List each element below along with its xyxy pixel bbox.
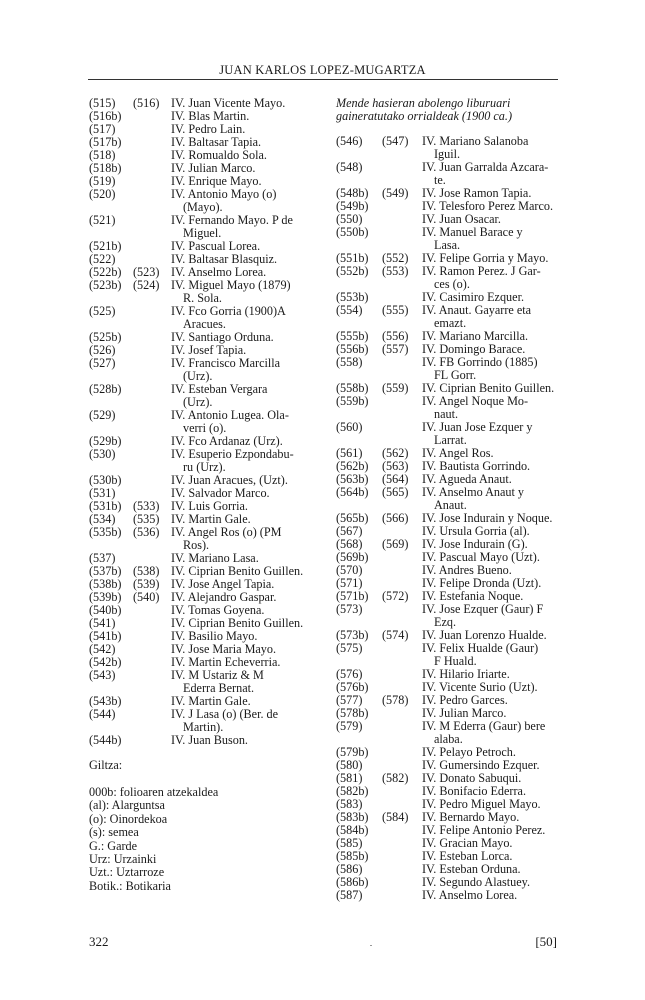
entry-folio: (554) [336,303,363,317]
entry-name: IV. Esuperio Ezpondabu- [171,447,294,461]
entry-name: IV. Fco Ardanaz (Urz). [171,434,283,448]
entry-name-continued: (Urz). [183,395,213,409]
page-number: 322 [89,934,109,949]
entry-name: IV. Enrique Mayo. [171,174,262,188]
key-item: Uzt.: Uztarroze [89,865,165,880]
entry-folio: (583) [336,797,363,811]
entry-name: IV. Bernardo Mayo. [422,810,520,824]
running-header: JUAN KARLOS LOPEZ-MUGARTZA [219,63,426,77]
entry-name: IV. Juan Vicente Mayo. [171,96,286,110]
entry-folio: (518b) [89,161,122,175]
entry-folio: (529b) [89,434,122,448]
entry-folio-second: (539) [133,577,160,591]
entry-name-continued: te. [434,173,446,187]
entry-name: IV. Antonio Lugea. Ola- [171,408,289,422]
entry-name: IV. Baltasar Tapia. [171,135,262,149]
entry-row [336,603,561,629]
page-reference: [50] [535,934,557,949]
entry-folio: (571b) [336,589,369,603]
entry-row [336,889,561,902]
key-legend [89,786,314,893]
entry-folio: (546) [336,134,363,148]
entry-row [89,188,314,214]
entry-folio: (538b) [89,577,122,591]
entry-folio: (587) [336,888,363,902]
entry-folio: (584b) [336,823,369,837]
entry-folio: (528b) [89,382,122,396]
entry-folio: (525) [89,304,116,318]
entry-folio-second: (536) [133,525,160,539]
entry-folio: (540b) [89,603,122,617]
entry-row [336,161,561,187]
entry-name-continued: Iguil. [434,147,461,161]
entry-name-continued: Aracues. [183,317,226,331]
entry-folio: (548b) [336,186,369,200]
entry-name: IV. Fernando Mayo. P de [171,213,293,227]
entry-name: IV. Mariano Salanoba [422,134,529,148]
entry-folio-second: (574) [382,628,409,642]
entry-folio: (527) [89,356,116,370]
entry-name: IV. Ursula Gorria (al). [422,524,530,538]
entry-row [89,357,314,383]
entry-name-continued: ru (Urz). [183,460,226,474]
entry-name: IV. Fco Gorria (1900)A [171,304,286,318]
entry-name-continued: verri (o). [183,421,227,435]
entry-folio: (564b) [336,485,369,499]
entry-folio: (576b) [336,680,369,694]
entry-name: IV. Ciprian Benito Guillen. [171,616,304,630]
entry-name: IV. Esteban Orduna. [422,862,521,876]
key-title: Giltza: [89,758,123,772]
entry-folio: (553b) [336,290,369,304]
entry-folio: (560) [336,420,363,434]
entry-folio: (573) [336,602,363,616]
entry-name-continued: (Mayo). [183,200,223,214]
entry-row [89,214,314,240]
entry-folio: (539b) [89,590,122,604]
entry-folio: (578b) [336,706,369,720]
key-item: (al): Alarguntsa [89,798,165,813]
entry-name: IV. Anselmo Lorea. [422,888,518,902]
entry-folio-second: (559) [382,381,409,395]
right-entry-list [336,135,561,902]
entry-name-continued: R. Sola. [183,291,222,305]
entry-name-continued: Larrat. [434,433,467,447]
entry-name: IV. Jose Angel Tapia. [171,577,275,591]
entry-folio-second: (547) [382,134,409,148]
entry-row [336,720,561,746]
entry-folio: (530b) [89,473,122,487]
entry-folio: (586) [336,862,363,876]
entry-name: IV. Pedro Miguel Mayo. [422,797,541,811]
entry-folio: (573b) [336,628,369,642]
entry-folio-second: (516) [133,96,160,110]
entry-folio: (552b) [336,264,369,278]
entry-folio-second: (540) [133,590,160,604]
entry-folio: (515) [89,96,116,110]
entry-folio: (542b) [89,655,122,669]
entry-row [89,409,314,435]
entry-name: IV. Agueda Anaut. [422,472,512,486]
entry-name: IV. Jose Ramon Tapia. [422,186,532,200]
entry-name: IV. Esteban Vergara [171,382,268,396]
key-item: Botik.: Botikaria [89,878,171,893]
entry-name: IV. Felix Hualde (Gaur) [422,641,539,655]
entry-folio: (568) [336,537,363,551]
entry-name: IV. Miguel Mayo (1879) [171,278,291,292]
entry-name: IV. Juan Aracues, (Uzt). [171,473,288,487]
entry-name: IV. Martin Gale. [171,694,251,708]
entry-name: IV. Esteban Lorca. [422,849,513,863]
entry-row [336,642,561,668]
entry-name: IV. Basilio Mayo. [171,629,258,643]
entry-folio: (563b) [336,472,369,486]
entry-name: IV. Mariano Marcilla. [422,329,529,343]
entry-name: IV. Martin Echeverria. [171,655,281,669]
entry-folio-second: (556) [382,329,409,343]
entry-name: IV. Antonio Mayo (o) [171,187,277,201]
entry-folio: (555b) [336,329,369,343]
entry-folio: (558) [336,355,363,369]
entry-row [89,448,314,474]
entry-folio-second: (557) [382,342,409,356]
entry-name: IV. Blas Martin. [171,109,250,123]
entry-name: IV. Julian Marco. [171,161,256,175]
key-item: (o): Oinordekoa [89,811,168,826]
entry-name: IV. Jose Indurain y Noque. [422,511,553,525]
entry-name: IV. Julian Marco. [422,706,507,720]
entry-row [336,356,561,382]
entry-folio: (562b) [336,459,369,473]
entry-name: IV. Francisco Marcilla [171,356,281,370]
entry-folio-second: (582) [382,771,409,785]
left-column [89,97,314,893]
entry-name: IV. Donato Sabuqui. [422,771,522,785]
entry-name: IV. Casimiro Ezquer. [422,290,524,304]
entry-name-continued: Ederra Bernat. [183,681,255,695]
entry-folio: (537b) [89,564,122,578]
entry-row [336,486,561,512]
entry-folio-second: (538) [133,564,160,578]
entry-name: IV. Pelayo Petroch. [422,745,516,759]
entry-folio-second: (553) [382,264,409,278]
entry-folio: (551b) [336,251,369,265]
entry-name-continued: Miguel. [183,226,222,240]
entry-folio: (567) [336,524,363,538]
entry-folio: (571) [336,576,363,590]
key-item: (s): semea [89,825,139,840]
entry-folio-second: (566) [382,511,409,525]
entry-folio: (542) [89,642,116,656]
entry-folio: (570) [336,563,363,577]
entry-folio-second: (555) [382,303,409,317]
entry-folio: (544) [89,707,116,721]
entry-name: IV. Luis Gorria. [171,499,248,513]
entry-name: IV. Pedro Garces. [422,693,508,707]
entry-name: IV. Baltasar Blasquiz. [171,252,278,266]
entry-folio: (523b) [89,278,122,292]
entry-folio-second: (564) [382,472,409,486]
entry-name: IV. Alejandro Gaspar. [171,590,277,604]
entry-row [89,526,314,552]
entry-folio: (541b) [89,629,122,643]
entry-name: IV. Felipe Gorria y Mayo. [422,251,549,265]
print-mark [370,945,372,946]
entry-folio-second: (562) [382,446,409,460]
entry-folio: (517) [89,122,116,136]
entry-name-continued: (Urz). [183,369,213,383]
entry-name: IV. Jose Indurain (G). [422,537,528,551]
entry-folio: (526) [89,343,116,357]
entry-name: IV. Juan Lorenzo Hualde. [422,628,547,642]
entry-row [336,421,561,447]
entry-name: IV. Pascual Mayo (Uzt). [422,550,540,564]
entry-name-continued: Ros). [183,538,210,552]
entry-folio: (585b) [336,849,369,863]
entry-folio: (550) [336,212,363,226]
entry-name: IV. Jose Ezquer (Gaur) F [422,602,544,616]
entry-name: IV. Vicente Surio (Uzt). [422,680,538,694]
entry-folio: (575) [336,641,363,655]
entry-folio-second: (549) [382,186,409,200]
entry-folio: (534) [89,512,116,526]
entry-folio: (530) [89,447,116,461]
entry-name: IV. Juan Garralda Azcara- [422,160,549,174]
entry-folio: (519) [89,174,116,188]
entry-folio-second: (565) [382,485,409,499]
entry-name-continued: naut. [434,407,459,421]
entry-name: IV. Angel Ros (o) (PM [171,525,282,539]
entry-folio: (521b) [89,239,122,253]
entry-folio: (569b) [336,550,369,564]
entry-folio: (521) [89,213,116,227]
entry-name: IV. Telesforo Perez Marco. [422,199,554,213]
entry-name: IV. Ramon Perez. J Gar- [422,264,541,278]
entry-row [89,279,314,305]
entry-row [89,669,314,695]
entry-name: IV. Mariano Lasa. [171,551,259,565]
entry-name: IV. Angel Noque Mo- [422,394,529,408]
entry-name: IV. J Lasa (o) (Ber. de [171,707,279,721]
right-column [336,97,561,902]
entry-name: IV. Josef Tapia. [171,343,247,357]
entry-name: IV. Manuel Barace y [422,225,523,239]
entry-name: IV. Pascual Lorea. [171,239,261,253]
entry-name-continued: FL Gorr. [434,368,477,382]
entry-folio: (550b) [336,225,369,239]
entry-name: IV. Juan Osacar. [422,212,501,226]
entry-name: IV. Ciprian Benito Guillen. [171,564,304,578]
entry-name-continued: emazt. [434,316,467,330]
entry-name: IV. Salvador Marco. [171,486,270,500]
entry-row [336,395,561,421]
entry-row [336,304,561,330]
header-rule [88,79,558,80]
entry-folio: (531) [89,486,116,500]
entry-folio: (579) [336,719,363,733]
entry-name: IV. Segundo Alastuey. [422,875,530,889]
entry-name: IV. Anselmo Anaut y [422,485,525,499]
entry-name: IV. FB Gorrindo (1885) [422,355,538,369]
entry-folio: (582b) [336,784,369,798]
entry-name: IV. Bautista Gorrindo. [422,459,531,473]
entry-folio-second: (563) [382,459,409,473]
entry-name: IV. Andres Bueno. [422,563,512,577]
entry-name: IV. Estefania Noque. [422,589,524,603]
entry-name: IV. Romualdo Sola. [171,148,267,162]
entry-folio: (586b) [336,875,369,889]
entry-folio: (581) [336,771,363,785]
key-item: Urz: Urzainki [89,852,157,867]
entry-folio: (535b) [89,525,122,539]
entry-folio: (518) [89,148,116,162]
entry-name: IV. Bonifacio Ederra. [422,784,527,798]
entry-folio: (580) [336,758,363,772]
entry-name: IV. Gracian Mayo. [422,836,513,850]
entry-row [89,383,314,409]
entry-folio: (522) [89,252,116,266]
entry-name: IV. Pedro Lain. [171,122,246,136]
entry-folio: (548) [336,160,363,174]
entry-folio: (522b) [89,265,122,279]
entry-name: IV. Juan Buson. [171,733,248,747]
entry-folio: (579b) [336,745,369,759]
section-intro: Mende hasieran abolengo liburuari gaineratutako orrialdeak (1900 ca.) [336,96,513,123]
entry-row [336,265,561,291]
entry-name: IV. Anaut. Gayarre eta [422,303,532,317]
entry-row [336,226,561,252]
entry-name: IV. Juan Jose Ezquer y [422,420,533,434]
entry-folio-second: (523) [133,265,160,279]
entry-folio: (549b) [336,199,369,213]
entry-name: IV. Hilario Iriarte. [422,667,510,681]
entry-name: IV. Domingo Barace. [422,342,526,356]
entry-folio: (537) [89,551,116,565]
entry-folio: (544b) [89,733,122,747]
entry-folio-second: (584) [382,810,409,824]
entry-folio: (543) [89,668,116,682]
entry-name-continued: Anaut. [434,498,467,512]
entry-folio: (561) [336,446,363,460]
entry-folio: (577) [336,693,363,707]
entry-name: IV. Angel Ros. [422,446,494,460]
entry-folio: (559b) [336,394,369,408]
entry-folio-second: (533) [133,499,160,513]
entry-name: IV. Martin Gale. [171,512,251,526]
left-entry-list [89,97,314,747]
key-item: G.: Garde [89,838,138,853]
entry-name: IV. Gumersindo Ezquer. [422,758,540,772]
entry-folio-second: (572) [382,589,409,603]
entry-folio: (516b) [89,109,122,123]
entry-name: IV. Santiago Orduna. [171,330,274,344]
entry-row [89,734,314,747]
entry-name: IV. Jose Maria Mayo. [171,642,277,656]
entry-folio-second: (524) [133,278,160,292]
entry-name-continued: alaba. [434,732,463,746]
entry-row [89,708,314,734]
entry-folio: (583b) [336,810,369,824]
entry-folio: (517b) [89,135,122,149]
entry-row [336,135,561,161]
entry-folio-second: (578) [382,693,409,707]
entry-name-continued: Ezq. [434,615,456,629]
entry-folio: (543b) [89,694,122,708]
entry-name: IV. Tomas Goyena. [171,603,265,617]
entry-folio: (525b) [89,330,122,344]
entry-folio: (541) [89,616,116,630]
entry-folio: (529) [89,408,116,422]
entry-folio-second: (552) [382,251,409,265]
entry-name-continued: F Huald. [434,654,477,668]
entry-name: IV. Ciprian Benito Guillen. [422,381,555,395]
entry-name-continued: ces (o). [434,277,470,291]
entry-name: IV. Felipe Antonio Perez. [422,823,546,837]
entry-row [89,305,314,331]
entry-name-continued: Lasa. [434,238,461,252]
entry-folio-second: (569) [382,537,409,551]
entry-name: IV. M Ederra (Gaur) bere [422,719,546,733]
entry-folio: (585) [336,836,363,850]
entry-folio: (558b) [336,381,369,395]
entry-name: IV. M Ustariz & M [171,668,264,682]
entry-folio: (520) [89,187,116,201]
entry-name: IV. Anselmo Lorea. [171,265,267,279]
entry-folio: (576) [336,667,363,681]
entry-name-continued: Martin). [183,720,224,734]
entry-folio-second: (535) [133,512,160,526]
entry-folio: (531b) [89,499,122,513]
entry-folio: (565b) [336,511,369,525]
entry-folio: (556b) [336,342,369,356]
entry-name: IV. Felipe Dronda (Uzt). [422,576,542,590]
key-item: 000b: folioaren atzekaldea [89,785,219,799]
